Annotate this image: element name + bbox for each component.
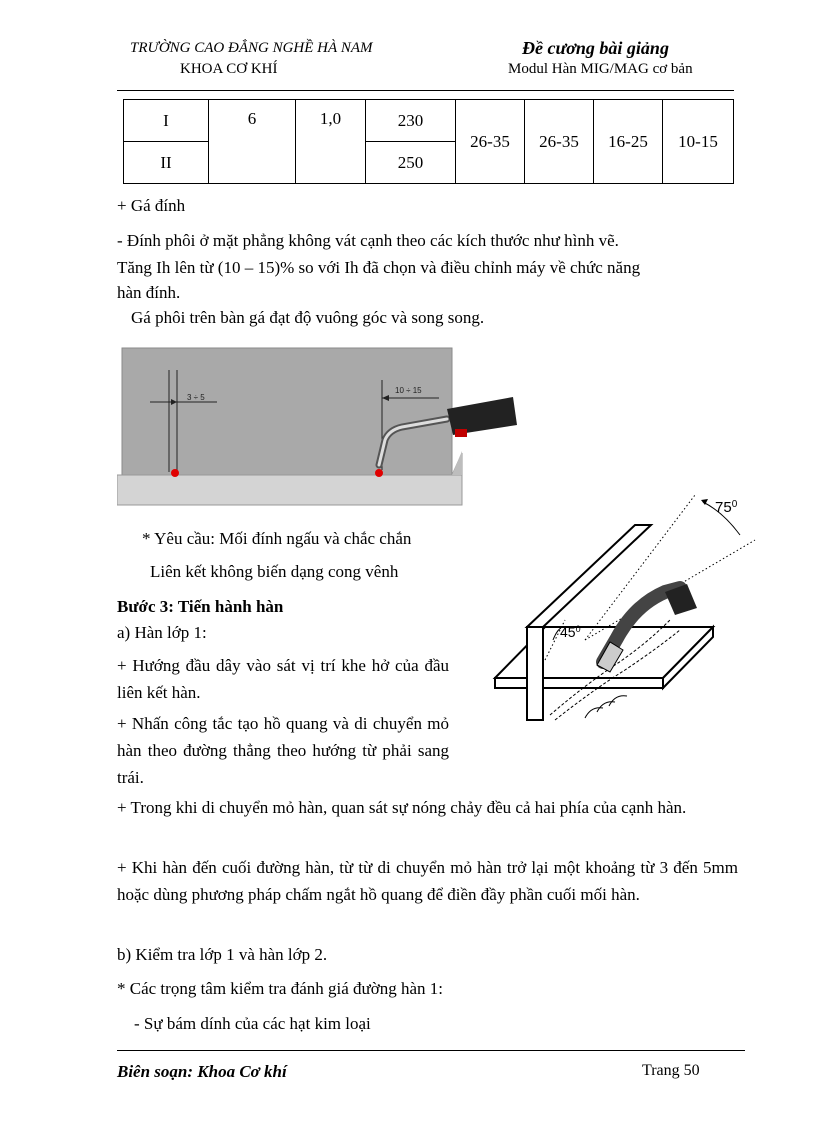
table-cell: I [124,100,209,142]
table-cell: 26-35 [525,100,594,184]
author-label: Biên soạn: Khoa Cơ khí [117,1062,287,1081]
right-dimension-label: 10 ÷ 15 [395,386,422,395]
page-number: Trang 50 [642,1062,700,1079]
paragraph: hàn đính. [117,283,181,302]
requirement-1: * Yêu cầu: Mối đính ngấu và chắc chắn [142,529,412,548]
paragraph: Tăng Ih lên từ (10 – 15)% so với Ih đã chọn và điều chỉnh máy về chức năng [117,258,641,277]
module-name: Modul Hàn MIG/MAG cơ bản [508,61,693,77]
table-cell: 1,0 [296,100,366,184]
inspection-heading: * Các trọng tâm kiểm tra đánh giá đường hàn 1: [117,979,444,998]
document-title: Đề cương bài giảng [522,38,669,58]
table-cell: 26-35 [456,100,525,184]
step-3-heading: Bước 3: Tiến hành hàn [117,597,284,616]
angle-75-unit: 0 [731,499,738,510]
school-name: TRƯỜNG CAO ĐẲNG NGHỀ HÀ NAM [130,40,373,56]
instruction-1: + Hướng đầu dây vào sát vị trí khe hở của đầu liên kết hàn. [117,656,449,702]
table-cell: 16-25 [594,100,663,184]
tack-weld-heading: + Gá đính [117,196,186,215]
department-name: KHOA CƠ KHÍ [180,61,278,77]
paragraph: - Đính phôi ở mặt phẳng không vát cạnh theo các kích thước như hình vẽ. [117,231,619,250]
table-row [124,100,734,142]
instruction-4: + Khi hàn đến cuối đường hàn, từ từ di chuyển mỏ hàn trở lại một khoảng từ 3 đến 5mm hoặc dùng phương pháp chấm ngắt hồ quang để điền đầy phần cuối mối hàn. [117,858,738,904]
inspection-item: - Sự bám dính của các hạt kim loại [134,1014,371,1033]
welding-parameter-table [123,99,734,184]
vertical-plate [122,348,452,475]
left-dimension-label: 3 ÷ 5 [187,393,205,402]
t-joint-figure [465,480,765,750]
table-cell: II [124,142,209,184]
angle-75-label [715,499,738,516]
table-cell: 6 [209,100,296,184]
instruction-3: + Trong khi di chuyển mỏ hàn, quan sát sự nóng chảy đều cả hai phía của cạnh hàn. [117,798,687,817]
header-rule [117,90,734,91]
sub-heading-b: b) Kiểm tra lớp 1 và hàn lớp 2. [117,945,328,964]
paragraph: Gá phôi trên bàn gá đạt độ vuông góc và song song. [131,308,485,327]
sub-heading-a: a) Hàn lớp 1: [117,623,207,642]
requirement-2: Liên kết không biến dạng cong vênh [150,562,399,581]
footer-rule [117,1050,745,1051]
angle-75-value: 75 [715,499,732,516]
tack-point-right [375,469,383,477]
table-cell: 250 [366,142,456,184]
table-cell: 10-15 [663,100,734,184]
tack-point-left [171,469,179,477]
instruction-2: + Nhấn công tắc tạo hồ quang và di chuyển mỏ hàn theo đường thẳng theo hướng từ phải sang trái. [117,714,449,787]
angle-45-unit: 0 [575,624,581,634]
table-cell: 230 [366,100,456,142]
angle-45-value: 45 [560,624,576,640]
